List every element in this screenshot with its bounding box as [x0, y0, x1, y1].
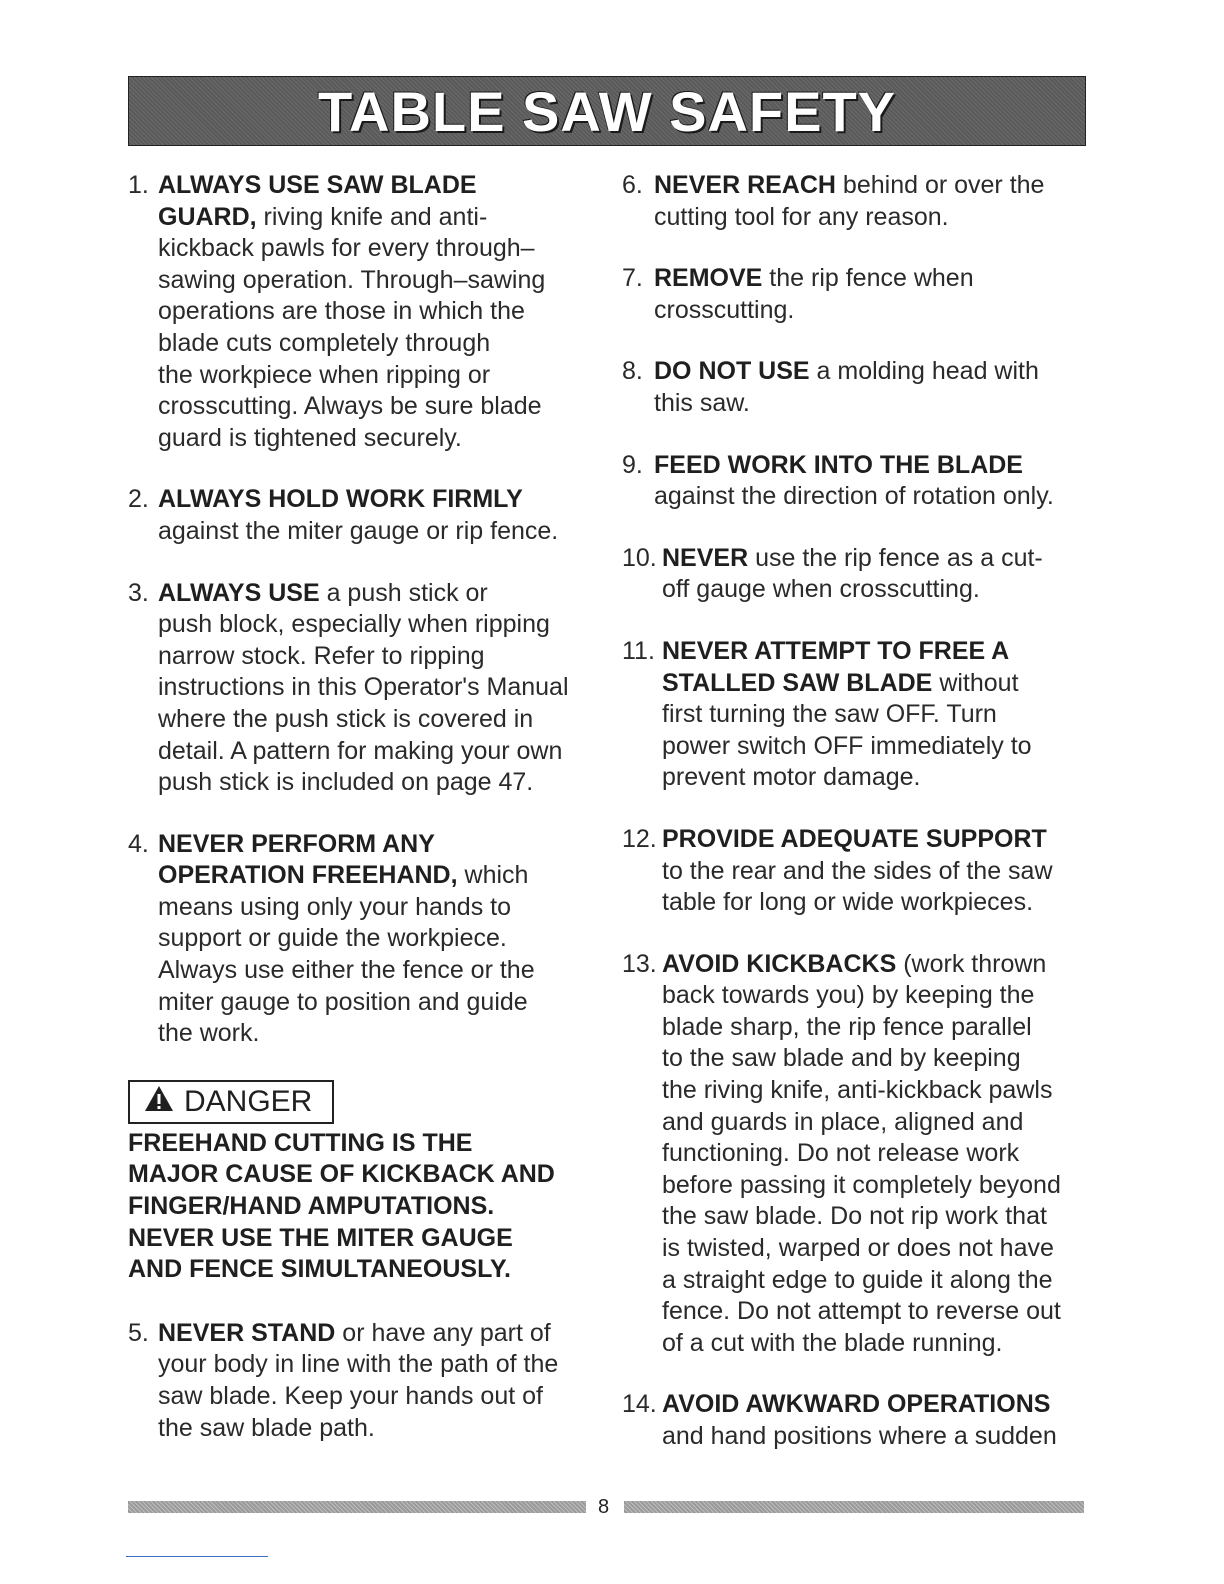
item-text: behind or over the [835, 171, 1045, 199]
title-banner [128, 76, 1086, 146]
item-line: the riving knife, anti-kickback pawls [662, 1076, 1053, 1105]
item-line: power switch OFF immediately to [662, 731, 1032, 760]
item-number: 13. [622, 949, 657, 978]
item-heading: ALWAYS HOLD WORK FIRMLY [158, 485, 523, 514]
item-text: (work thrown [896, 949, 1047, 978]
item-number: 12. [622, 824, 657, 853]
item-line: sawing operation. Through–sawing [158, 265, 546, 294]
item-number: 1. [128, 171, 149, 199]
safety-item-7 [622, 263, 1092, 326]
item-heading: NEVER PERFORM ANY [158, 829, 435, 858]
item-line: the work. [158, 1019, 260, 1048]
danger-text [128, 1128, 596, 1286]
item-number: 11. [622, 636, 655, 665]
item-heading-cont: GUARD, [158, 202, 257, 231]
item-line: support or guide the workpiece. [158, 924, 507, 953]
page-title: TABLE SAW SAFETY [317, 79, 897, 143]
item-heading: NEVER [662, 543, 749, 572]
item-line: functioning. Do not release work [662, 1139, 1020, 1168]
item-number: 6. [622, 171, 643, 199]
item-heading: PROVIDE ADEQUATE SUPPORT [662, 824, 1047, 853]
danger-line: FREEHAND CUTTING IS THE [128, 1128, 473, 1157]
item-line: kickback pawls for every through– [158, 234, 535, 263]
right-column [622, 170, 1092, 1483]
danger-label: DANGER [184, 1085, 313, 1119]
danger-line: FINGER/HAND AMPUTATIONS. [128, 1192, 495, 1221]
footer-bar-right [624, 1501, 1084, 1513]
item-line: narrow stock. Refer to ripping [158, 641, 485, 670]
left-column [128, 170, 596, 1474]
safety-item-8 [622, 356, 1092, 419]
footer-bar-left [128, 1501, 586, 1513]
safety-item-11 [622, 636, 1092, 794]
item-number: 9. [622, 450, 643, 479]
item-heading: DO NOT USE [654, 357, 810, 386]
item-text: a molding head with [809, 357, 1039, 386]
item-line: is twisted, warped or does not have [662, 1234, 1054, 1263]
item-line: detail. A pattern for making your own [158, 736, 563, 765]
safety-item-4 [128, 829, 596, 1050]
item-heading: REMOVE [654, 264, 763, 293]
item-line: back towards you) by keeping the [662, 981, 1035, 1010]
item-heading: AVOID AWKWARD OPERATIONS [662, 1390, 1051, 1419]
item-line: first turning the saw OFF. Turn [662, 700, 997, 729]
item-number: 14. [622, 1390, 657, 1419]
danger-line: AND FENCE SIMULTANEOUSLY. [128, 1255, 511, 1284]
item-line: crosscutting. [654, 295, 795, 324]
item-number: 3. [128, 578, 149, 607]
item-line: against the direction of rotation only. [654, 482, 1054, 511]
item-line: blade sharp, the rip fence parallel [662, 1012, 1032, 1041]
item-line: cutting tool for any reason. [654, 202, 949, 231]
item-number: 7. [622, 264, 643, 293]
safety-item-14 [622, 1389, 1092, 1452]
item-line: and hand positions where a sudden [662, 1422, 1057, 1450]
danger-line: MAJOR CAUSE OF KICKBACK AND [128, 1160, 555, 1189]
safety-item-10 [622, 543, 1092, 606]
item-text: the rip fence when [762, 264, 974, 293]
item-line: operations are those in which the [158, 297, 525, 326]
item-line: table for long or wide workpieces. [662, 888, 1034, 917]
item-number: 8. [622, 357, 643, 386]
danger-label-box [128, 1080, 334, 1124]
danger-line: NEVER USE THE MITER GAUGE [128, 1223, 513, 1252]
warning-triangle-icon [144, 1085, 174, 1119]
item-line: before passing it completely beyond [662, 1170, 1061, 1199]
item-line: guard is tightened securely. [158, 423, 462, 452]
item-text: a push stick or [319, 578, 488, 607]
item-line: off gauge when crosscutting. [662, 575, 980, 604]
item-line: push stick is included on page 47. [158, 768, 534, 797]
item-text: or have any part of [335, 1318, 551, 1347]
item-line: against the miter gauge or rip fence. [158, 516, 559, 545]
item-number: 5. [128, 1318, 149, 1347]
danger-notice [128, 1080, 596, 1286]
safety-item-5 [128, 1318, 596, 1444]
page-footer [128, 1496, 1084, 1516]
safety-item-9 [622, 450, 1092, 513]
item-line: saw blade. Keep your hands out of [158, 1382, 543, 1410]
item-number: 10. [622, 543, 657, 572]
item-line: the saw blade path. [158, 1413, 375, 1442]
item-text: without [932, 668, 1019, 697]
item-heading: NEVER ATTEMPT TO FREE A [662, 636, 1010, 665]
item-line: to the rear and the sides of the saw [662, 856, 1053, 885]
bottom-rule [126, 1556, 268, 1557]
safety-item-3 [128, 578, 596, 799]
item-line: push block, especially when ripping [158, 610, 550, 639]
item-text: riving knife and anti- [256, 202, 488, 231]
item-line: blade cuts completely through [158, 328, 491, 357]
item-line: prevent motor damage. [662, 763, 921, 792]
item-line: to the saw blade and by keeping [662, 1044, 1021, 1073]
item-line: instructions in this Operator's Manual [158, 673, 569, 702]
safety-item-12 [622, 824, 1092, 919]
safety-item-13 [622, 949, 1092, 1360]
item-line: crosscutting. Always be sure blade [158, 392, 542, 421]
item-line: your body in line with the path of the [158, 1350, 559, 1379]
item-heading-cont: STALLED SAW BLADE [662, 668, 933, 697]
item-line: this saw. [654, 388, 750, 417]
item-line: the workpiece when ripping or [158, 360, 491, 389]
item-heading-cont: OPERATION FREEHAND, [158, 861, 458, 890]
item-line: miter gauge to position and guide [158, 987, 528, 1016]
item-line: and guards in place, aligned and [662, 1107, 1024, 1136]
item-line: the saw blade. Do not rip work that [662, 1202, 1047, 1231]
item-number: 4. [128, 829, 149, 858]
item-line: a straight edge to guide it along the [662, 1265, 1053, 1294]
safety-item-2 [128, 484, 596, 547]
item-number: 2. [128, 485, 149, 514]
item-heading: FEED WORK INTO THE BLADE [654, 450, 1023, 479]
item-line: means using only your hands to [158, 892, 511, 921]
item-line: where the push stick is covered in [158, 704, 534, 733]
item-line: Always use either the fence or the [158, 956, 535, 985]
safety-item-1 [128, 170, 596, 454]
item-heading: NEVER REACH [654, 171, 836, 199]
item-text: use the rip fence as a cut- [748, 543, 1043, 572]
item-heading: AVOID KICKBACKS [662, 949, 897, 978]
safety-item-6 [622, 170, 1092, 233]
item-line: fence. Do not attempt to reverse out [662, 1297, 1061, 1326]
page-number: 8 [598, 1496, 610, 1518]
item-heading: ALWAYS USE SAW BLADE [158, 171, 477, 199]
item-heading: NEVER STAND [158, 1318, 336, 1347]
item-line: of a cut with the blade running. [662, 1328, 1003, 1357]
item-text: which [457, 861, 529, 890]
item-heading: ALWAYS USE [158, 578, 320, 607]
